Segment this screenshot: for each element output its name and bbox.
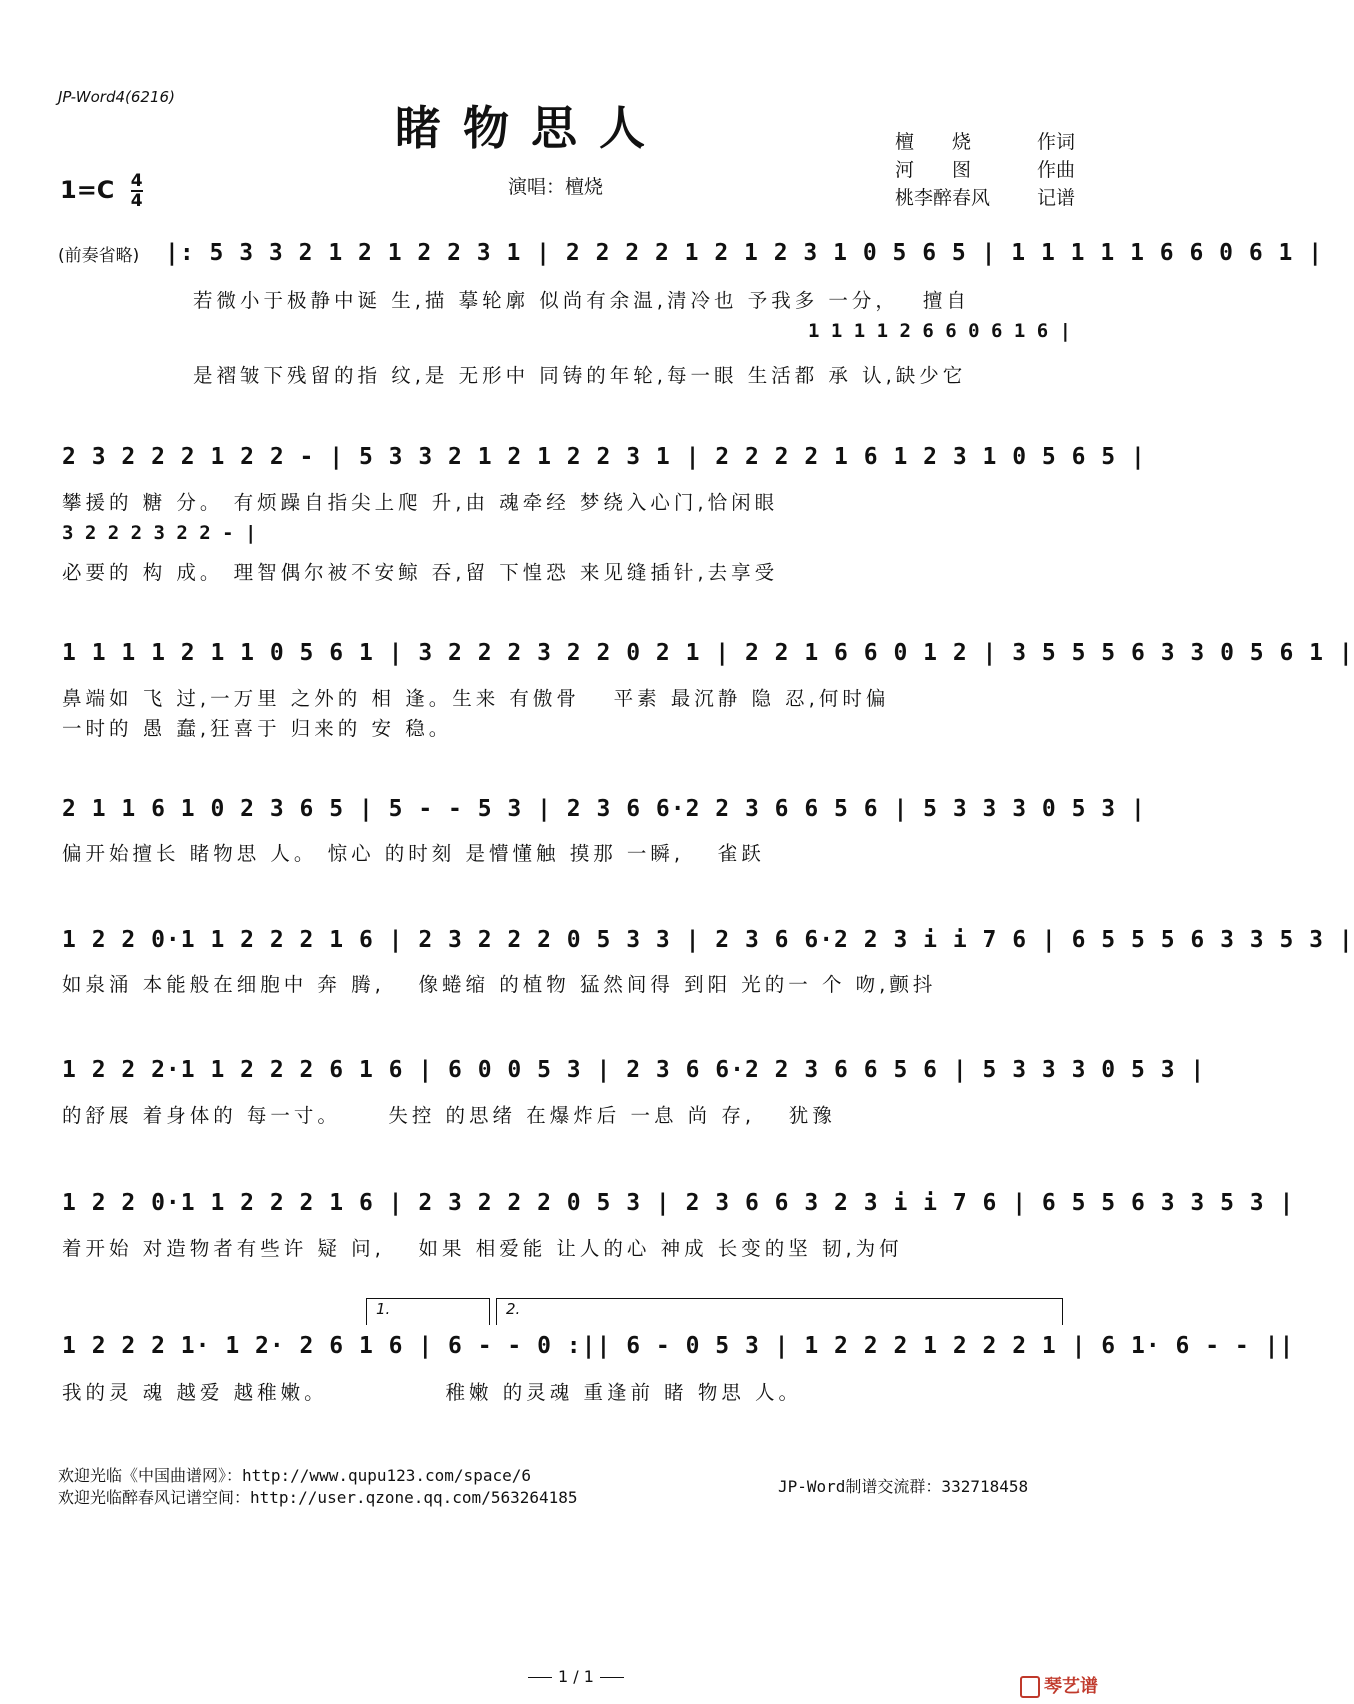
time-signature — [131, 172, 143, 210]
score-line-8-notes: 1 2 2 2 1· 1 2· 2 6 1 6 | 6 - - 0 :|| 6 - 0 5 3 | 1 2 2 2 1 2 2 2 1 | 6 1· 6 - - || — [62, 1333, 1295, 1359]
brand-logo: 琴艺谱 — [1020, 1672, 1098, 1698]
score-line-3-lyric: 鼻端如 飞 过,一万里 之外的 相 逢。生来 有傲骨 平素 最沉静 隐 忍,何时偏 — [62, 687, 890, 710]
score-line-1-notes: |: 5 3 3 2 1 2 1 2 2 3 1 | 2 2 2 2 1 2 1 2 3 1 0 5 6 5 | 1 1 1 1 1 6 6 0 6 1 | — [165, 240, 1324, 266]
key-signature — [60, 172, 143, 210]
software-tag: JP-Word4(6216) — [58, 88, 175, 106]
score-line-3-lyric-2: 一时的 愚 蠢,狂喜于 归来的 安 稳。 — [62, 717, 453, 740]
score-line-8-lyric: 我的灵 魂 越爱 越稚嫩。 稚嫩 的灵魂 重逢前 睹 物思 人。 — [62, 1381, 803, 1404]
credit-transcriber: 桃李醉春风 记谱 — [895, 187, 1075, 209]
singer-credit: 演唱：檀烧 — [508, 176, 604, 198]
score-line-5-notes: 1 2 2 0·1 1 2 2 2 1 6 | 2 3 2 2 2 0 5 3 3 | 2 3 6 6·2 2 3 i i 7 6 | 6 5 5 5 6 3 3 5 3 | — [62, 927, 1354, 953]
credit-composer: 河 图 作曲 — [895, 159, 1075, 181]
score-line-2-notes-alt: 3 2 2 2 3 2 2 - | — [62, 522, 257, 544]
score-line-7-lyric: 着开始 对造物者有些许 疑 问, 如果 相爱能 让人的心 神成 长变的坚 韧,为何 — [62, 1237, 903, 1260]
key-label: 1=C — [60, 176, 115, 204]
page-number: 1 / 1 — [528, 1667, 624, 1686]
score-line-2-lyric-2: 必要的 构 成。 理智偶尔被不安鲸 吞,留 下惶恐 来见缝插针,去享受 — [62, 561, 779, 584]
score-line-7-notes: 1 2 2 0·1 1 2 2 2 1 6 | 2 3 2 2 2 0 5 3 | 2 3 6 6 3 2 3 i i 7 6 | 6 5 5 6 3 3 5 3 | — [62, 1190, 1295, 1216]
score-line-4-lyric: 偏开始擅长 睹物思 人。 惊心 的时刻 是懵懂触 摸那 一瞬, 雀跃 — [62, 842, 765, 865]
brand-mark-icon — [1020, 1676, 1040, 1698]
score-line-6-lyric: 的舒展 着身体的 每一寸。 失控 的思绪 在爆炸后 一息 尚 存, 犹豫 — [62, 1104, 836, 1127]
score-line-3-notes: 1 1 1 1 2 1 1 0 5 6 1 | 3 2 2 2 3 2 2 0 2 1 | 2 2 1 6 6 0 1 2 | 3 5 5 5 6 3 3 0 5 6 1 | — [62, 640, 1354, 666]
score-line-4-notes: 2 1 1 6 1 0 2 3 6 5 | 5 - - 5 3 | 2 3 6 6·2 2 3 6 6 5 6 | 5 3 3 3 0 5 3 | — [62, 796, 1146, 822]
score-line-1-notes-alt: 1 1 1 1 2 6 6 0 6 1 6 | — [808, 320, 1072, 342]
footer-link-qupu[interactable]: 欢迎光临《中国曲谱网》：http://www.qupu123.com/space/6 — [58, 1466, 531, 1485]
score-line-1-lyric: 若微小于极静中诞 生,描 摹轮廓 似尚有余温,清冷也 予我多 一分， 擅自 — [193, 289, 970, 312]
score-line-2-lyric: 攀援的 糖 分。 有烦躁自指尖上爬 升,由 魂牵经 梦绕入心门,恰闲眼 — [62, 491, 779, 514]
credits-block — [895, 128, 1075, 212]
volta-2-bracket — [496, 1298, 1063, 1325]
score-line-5-lyric: 如泉涌 本能般在细胞中 奔 腾, 像蜷缩 的植物 猛然间得 到阳 光的一 个 吻,颤抖 — [62, 973, 937, 996]
score-line-1-lyric-2: 是褶皱下残留的指 纹,是 无形中 同铸的年轮,每一眼 生活都 承 认,缺少它 — [193, 364, 967, 387]
song-title: 睹物思人 — [395, 101, 667, 155]
footer-group: JP-Word制谱交流群：332718458 — [778, 1477, 1029, 1496]
time-bottom: 4 — [130, 191, 143, 211]
footer-links — [58, 1465, 578, 1509]
credit-lyricist: 檀 烧 作词 — [895, 131, 1075, 153]
intro-note: (前奏省略) — [58, 246, 140, 266]
volta-2-label: 2. — [506, 1300, 521, 1318]
footer-link-qzone[interactable]: 欢迎光临醉春风记谱空间：http://user.qzone.qq.com/563264185 — [58, 1488, 578, 1507]
time-top: 4 — [130, 171, 143, 191]
volta-1-label: 1. — [376, 1300, 391, 1318]
score-line-2-notes: 2 3 2 2 2 1 2 2 - | 5 3 3 2 1 2 1 2 2 3 1 | 2 2 2 2 1 6 1 2 3 1 0 5 6 5 | — [62, 444, 1146, 470]
score-line-6-notes: 1 2 2 2·1 1 2 2 2 6 1 6 | 6 0 0 5 3 | 2 3 6 6·2 2 3 6 6 5 6 | 5 3 3 3 0 5 3 | — [62, 1057, 1206, 1083]
